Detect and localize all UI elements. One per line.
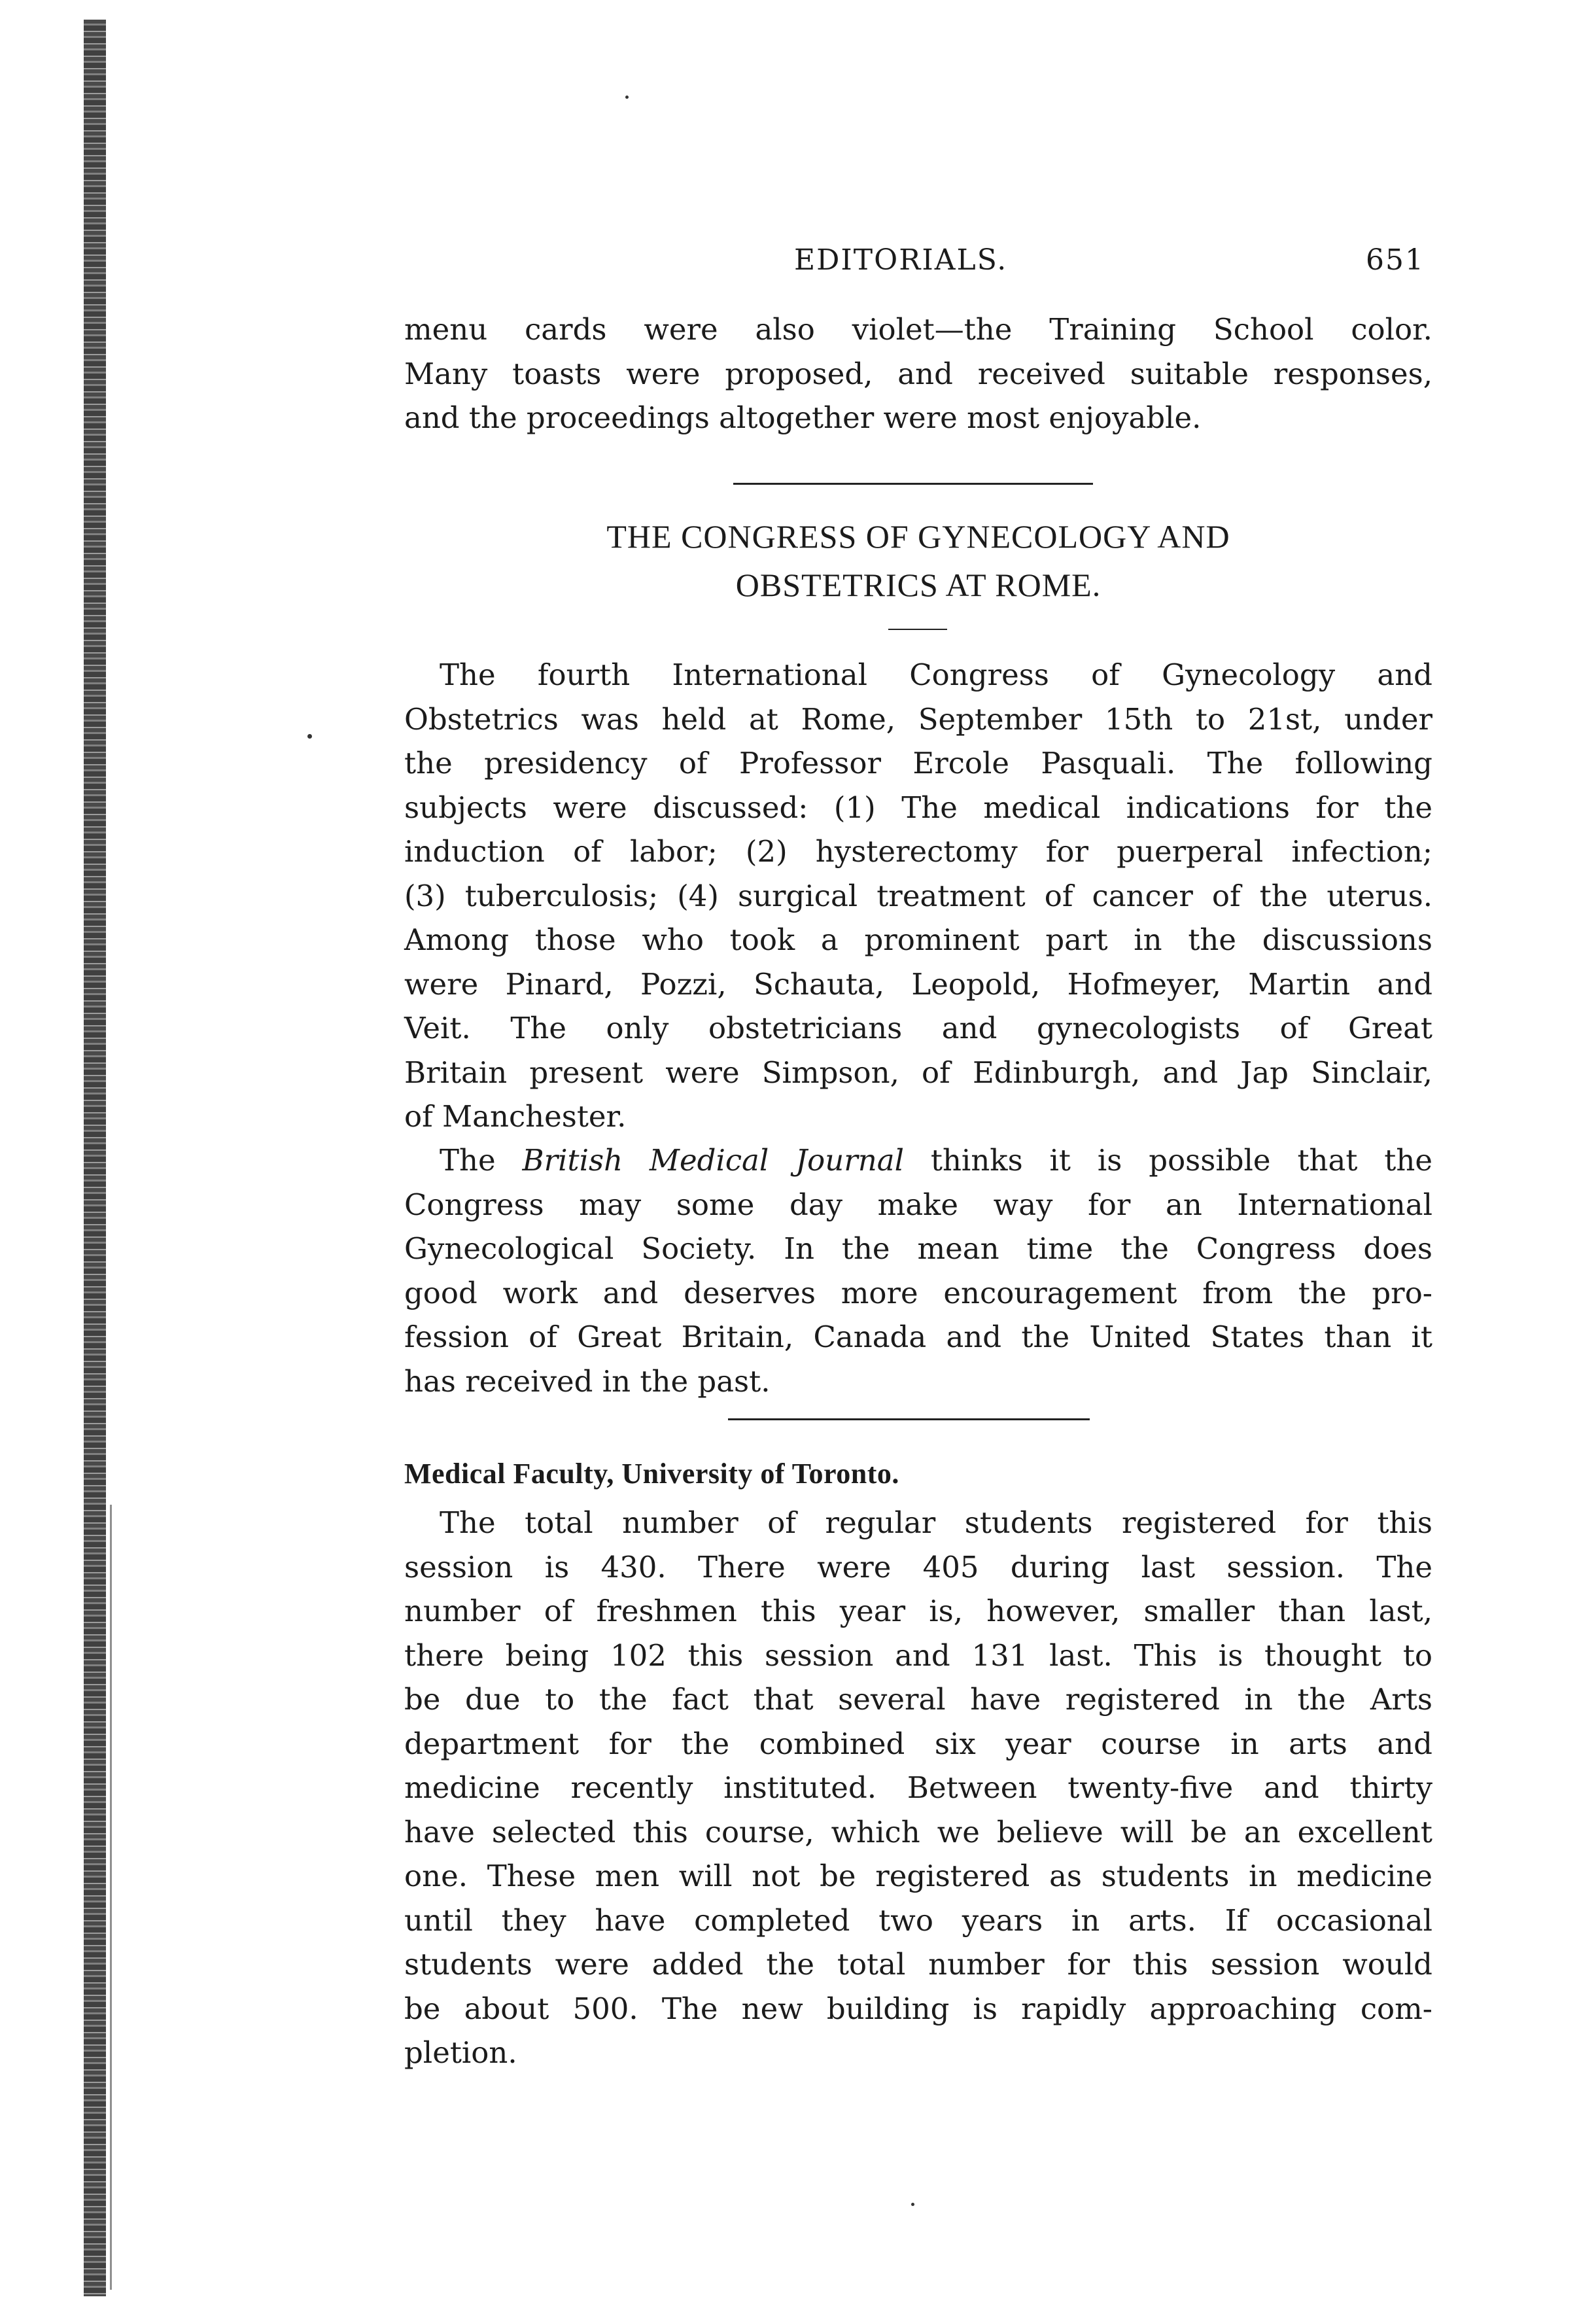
continuation-paragraph xyxy=(404,307,1432,440)
text-line: have selected this course, which we believe will be an excellent xyxy=(404,1814,1432,1849)
congress-heading-line2: OBSTETRICS AT ROME. xyxy=(735,567,1102,603)
text-line: pletion. xyxy=(404,2035,517,2070)
text-line: The total number of regular students registered for this xyxy=(440,1505,1432,1540)
text-line: until they have completed two years in arts. If occasional xyxy=(404,1902,1432,1938)
text-line: induction of labor; (2) hysterectomy for puerperal infection; xyxy=(404,834,1432,869)
text-line: Veit. The only obstetricians and gynecologists of Great xyxy=(404,1011,1432,1045)
congress-heading-line1: THE CONGRESS OF GYNECOLOGY AND xyxy=(606,518,1230,555)
page-number: 651 xyxy=(1366,243,1425,277)
scan-speck xyxy=(911,2203,914,2206)
text-line: subjects were discussed: (1) The medical indications for the xyxy=(404,790,1432,825)
text-line: Britain present were Simpson, of Edinburgh, and Jap Sinclair, xyxy=(404,1055,1432,1090)
text-line: be due to the fact that several have registered in the Arts xyxy=(404,1682,1432,1717)
scan-speck xyxy=(625,96,629,99)
text-line: were Pinard, Pozzi, Schauta, Leopold, Hofmeyer, Martin and xyxy=(404,966,1432,1002)
text-line: session is 430. There were 405 during last session. The xyxy=(404,1549,1432,1585)
section-divider xyxy=(728,1418,1090,1420)
text-line: and the proceedings altogether were most enjoyable. xyxy=(404,400,1202,435)
running-title: EDITORIALS. xyxy=(794,243,1008,277)
text-line: one. These men will not be registered as students in medicine xyxy=(404,1859,1432,1893)
heading-underline xyxy=(888,629,947,630)
congress-paragraph-2 xyxy=(404,1138,1432,1403)
text-line: The fourth International Congress of Gynecology and xyxy=(440,657,1432,692)
text-line: (3) tuberculosis; (4) surgical treatment of cancer of the uterus. xyxy=(404,878,1432,913)
text-line: be about 500. The new building is rapidly approaching com- xyxy=(404,1991,1432,2026)
section-divider xyxy=(733,483,1093,485)
text-line: Obstetrics was held at Rome, September 15th to 21st, under xyxy=(404,701,1432,737)
text-line: there being 102 this session and 131 last. This is thought to xyxy=(404,1638,1432,1673)
text-line: Gynecological Society. In the mean time the Congress does xyxy=(404,1231,1432,1266)
congress-paragraph-1 xyxy=(404,653,1432,1139)
scanned-binding-edge xyxy=(84,20,106,2296)
text-line: Among those who took a prominent part in the discussions xyxy=(404,922,1432,957)
text-line: department for the combined six year course in arts and xyxy=(404,1726,1432,1761)
faculty-paragraph xyxy=(404,1501,1432,2075)
scan-speck xyxy=(307,734,312,739)
journal-title: British Medical Journal xyxy=(522,1143,904,1178)
text-line: menu cards were also violet—the Training School color. xyxy=(404,312,1432,347)
text-fragment: thinks it is possible that the xyxy=(930,1143,1432,1178)
text-line: Congress may some day make way for an International xyxy=(404,1187,1432,1222)
scanned-binding-line xyxy=(110,1505,112,2290)
text-line: Many toasts were proposed, and received suitable responses, xyxy=(404,356,1432,391)
text-line: of Manchester. xyxy=(404,1099,627,1134)
faculty-subheading: Medical Faculty, University of Toronto. xyxy=(404,1458,899,1490)
text-line: number of freshmen this year is, however, smaller than last, xyxy=(404,1594,1432,1628)
text-line: has received in the past. xyxy=(404,1363,771,1399)
running-header xyxy=(404,243,1432,283)
text-line: good work and deserves more encouragement from the pro- xyxy=(404,1275,1432,1310)
text-line: students were added the total number for this session would xyxy=(404,1947,1432,1982)
text-fragment: The xyxy=(440,1143,496,1178)
text-line xyxy=(404,1138,1432,1183)
text-line: fession of Great Britain, Canada and the United States than it xyxy=(404,1320,1432,1354)
text-line: the presidency of Professor Ercole Pasquali. The following xyxy=(404,746,1432,780)
text-line: medicine recently instituted. Between twenty-five and thirty xyxy=(404,1770,1432,1805)
